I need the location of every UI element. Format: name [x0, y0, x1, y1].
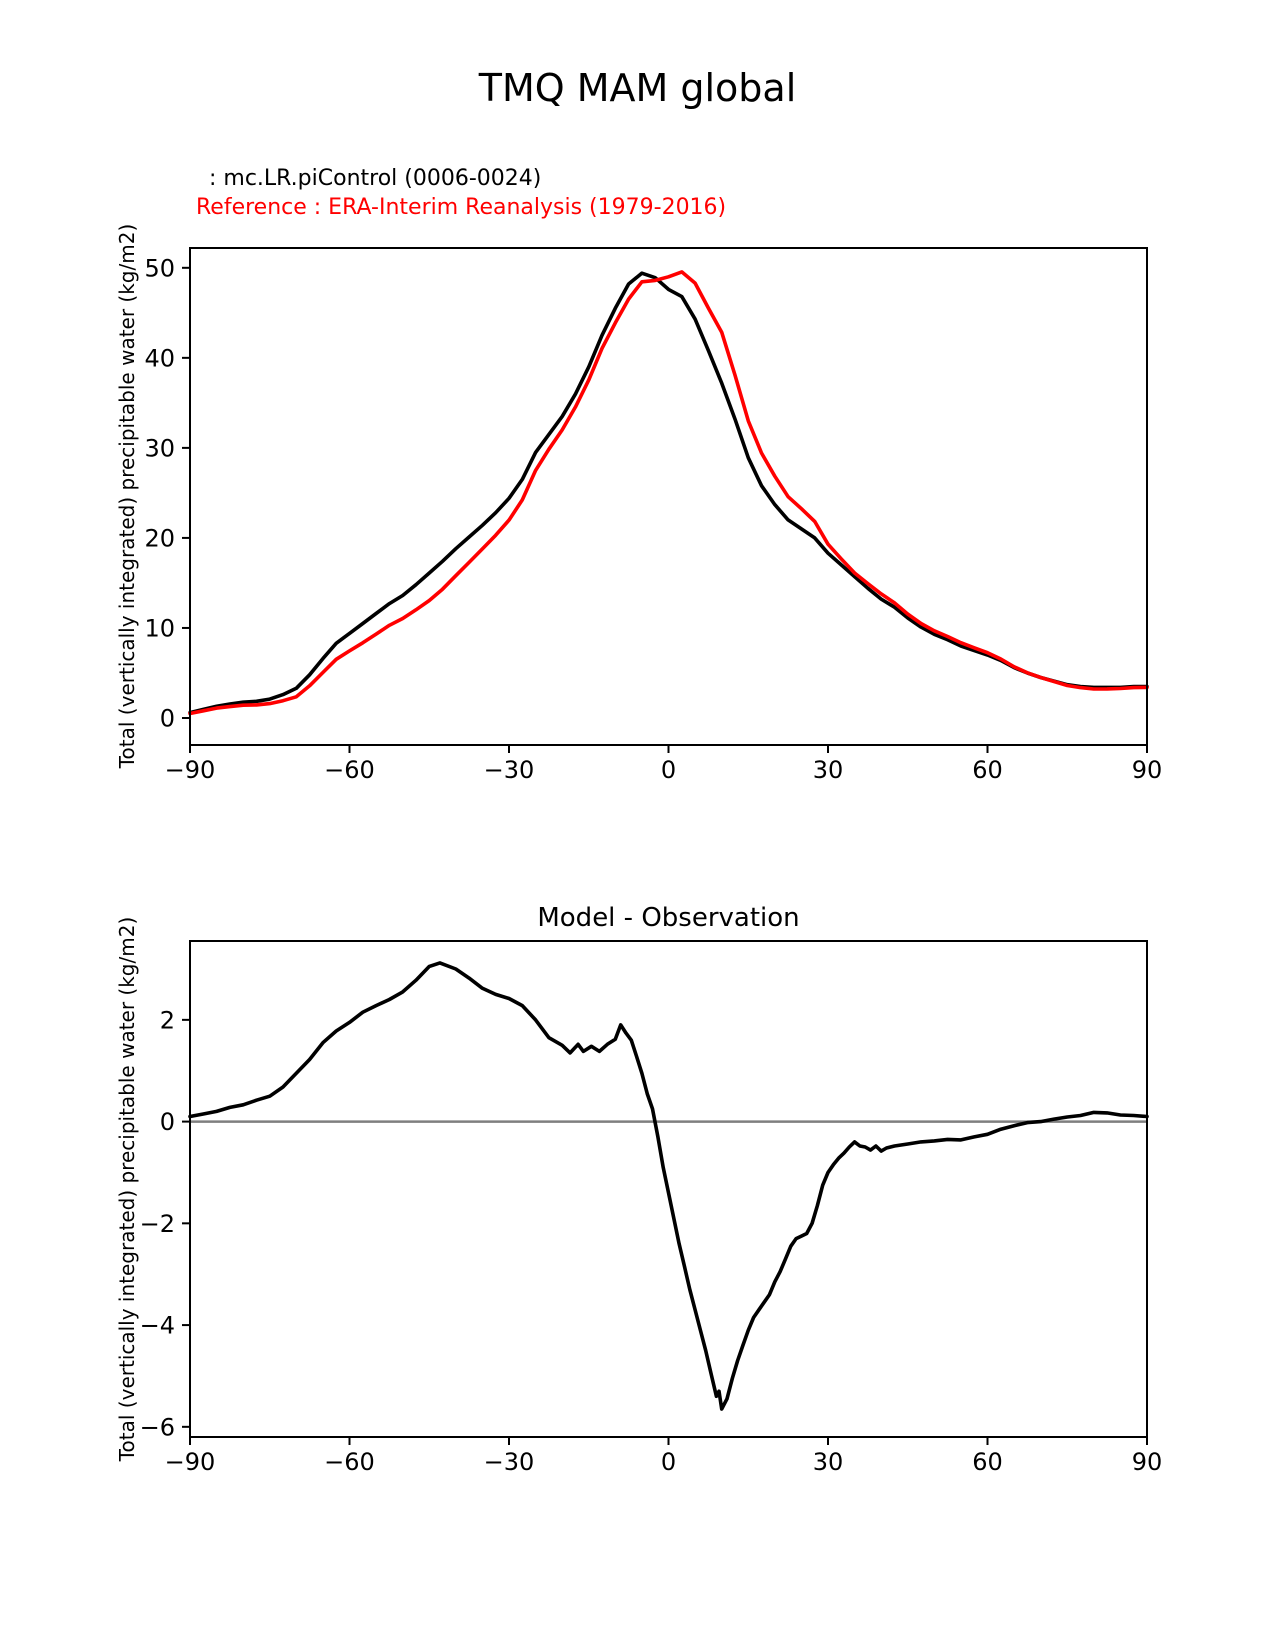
svg-text:−60: −60	[324, 1448, 375, 1476]
top-y-axis-label: Total (vertically integrated) precipitable water (kg/m2)	[115, 223, 139, 769]
svg-text:−30: −30	[483, 756, 535, 784]
bottom-plot-title: Model - Observation	[537, 903, 800, 933]
svg-text:90: 90	[1131, 756, 1163, 784]
svg-text:40: 40	[144, 344, 175, 373]
svg-text:60: 60	[972, 756, 1003, 784]
svg-text:10: 10	[144, 614, 175, 643]
svg-text:−90: −90	[164, 756, 216, 784]
figure-title: TMQ MAM global	[478, 66, 797, 110]
svg-text:0: 0	[660, 756, 677, 784]
svg-text:60: 60	[972, 1448, 1003, 1476]
svg-text:90: 90	[1131, 1448, 1163, 1476]
svg-text:−90: −90	[164, 1448, 216, 1476]
svg-text:50: 50	[144, 254, 175, 283]
svg-text:0: 0	[660, 1448, 677, 1476]
legend-reference-label: Reference : ERA-Interim Reanalysis (1979-2016)	[196, 195, 727, 220]
svg-text:−2: −2	[139, 1209, 175, 1238]
legend	[196, 164, 726, 222]
svg-text:20: 20	[144, 524, 175, 553]
svg-text:30: 30	[812, 1448, 844, 1476]
svg-text:−4: −4	[139, 1311, 175, 1340]
bottom-y-axis-label: Total (vertically integrated) precipitable water (kg/m2)	[115, 916, 139, 1462]
svg-text:0: 0	[159, 1108, 175, 1137]
svg-text:30: 30	[144, 434, 175, 463]
svg-text:−30: −30	[483, 1448, 535, 1476]
svg-text:−60: −60	[324, 756, 375, 784]
svg-text:0: 0	[159, 704, 175, 733]
svg-text:−6: −6	[139, 1413, 175, 1442]
svg-text:30: 30	[812, 756, 844, 784]
svg-text:2: 2	[159, 1006, 175, 1035]
legend-model-label: : mc.LR.piControl (0006-0024)	[209, 166, 542, 191]
